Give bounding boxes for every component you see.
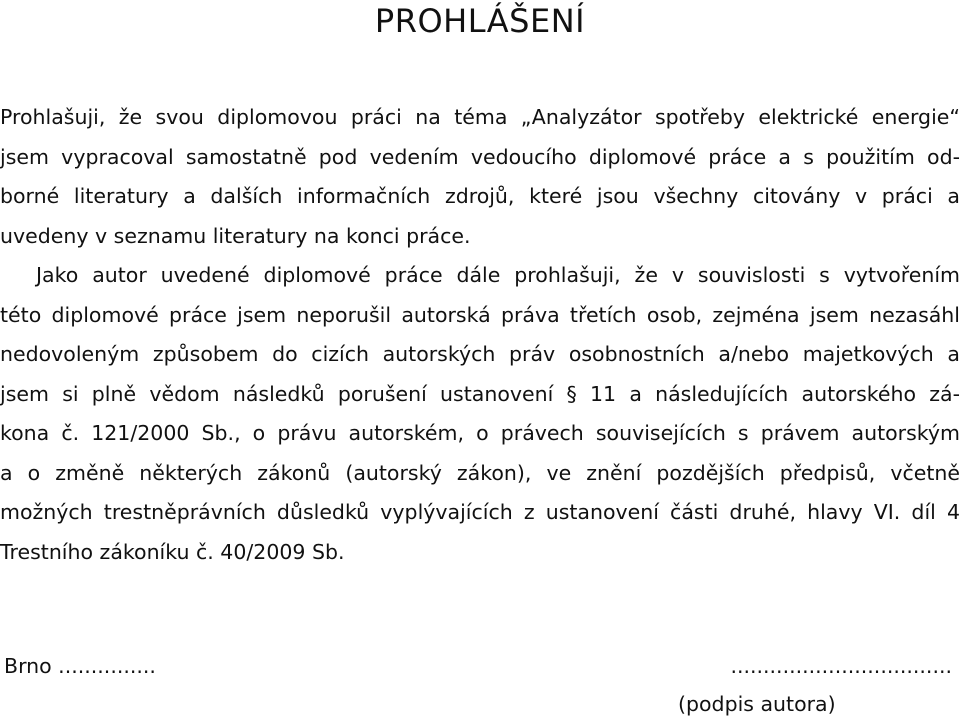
page-title: PROHLÁŠENÍ [374,2,586,40]
text-line: jsem si plně vědom následků porušení ustanovení § 11 a následujících autorského zá- [0,381,960,406]
text-line: možných trestněprávních důsledků vyplývajících z ustanovení části druhé, hlavy VI. díl 4 [0,500,960,524]
signature-line: .................................. [730,654,952,678]
text-line: kona č. 121/2000 Sb., o právu autorském, o právech souvisejících s právem autorským [0,421,960,445]
declaration-paragraph-2 [0,256,960,572]
text-line: uvedeny v seznamu literatury na konci práce. [0,223,471,248]
text-line: Jako autor uvedené diplomové práce dále prohlašuji, že v souvislosti s vytvořením [36,263,960,287]
text-line: nedovoleným způsobem do cizích autorských práv osobnostních a/nebo majetkových a [0,342,960,366]
text-line: této diplomové práce jsem neporušil autorská práva třetích osob, zejména jsem nezasáhl [0,302,960,327]
text-line: jsem vypracoval samostatně pod vedením vedoucího diplomové práce a s použitím od- [0,144,960,169]
text-line: Prohlašuji, že svou diplomovou práci na téma „Analyzátor spotřeby elektrické energie“ [0,105,960,129]
signature-place: Brno ............... [4,654,156,678]
text-line: borné literatury a dalších informačních zdrojů, které jsou všechny citovány v práci a [0,184,960,208]
declaration-paragraph-1 [0,98,960,256]
text-line: Trestního zákoníku č. 40/2009 Sb. [0,539,345,564]
signature-caption: (podpis autora) [678,692,836,716]
text-line: a o změně některých zákonů (autorský zákon), ve znění pozdějších předpisů, včetně [0,460,960,485]
